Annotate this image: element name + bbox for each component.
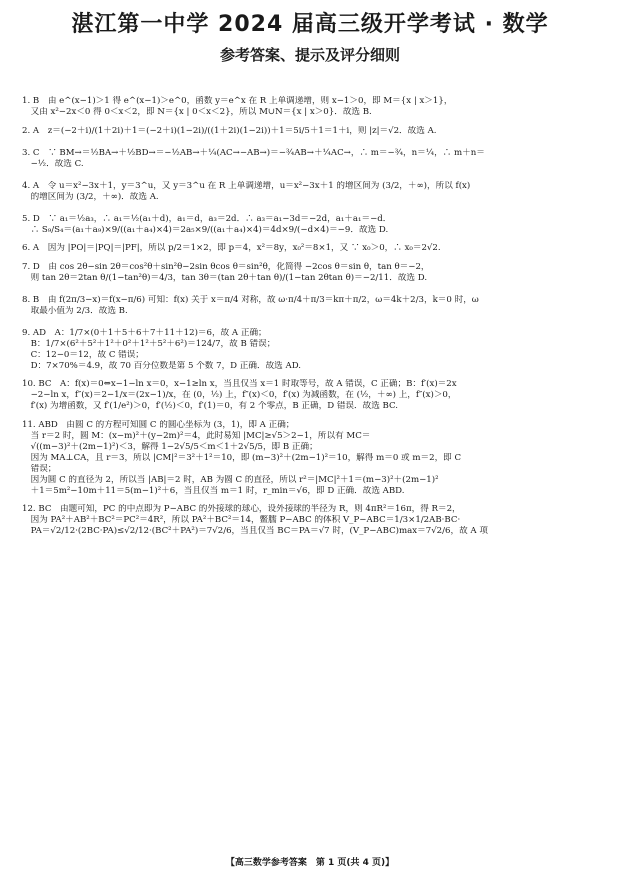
answer-item xyxy=(22,126,606,137)
answer-line: 取最小值为 2/3．故选 B. xyxy=(22,305,128,316)
answer-line: PA＝√2/12·(2BC·PA)≤√2/12·(BC²＋PA²)＝7√2/6，当且仅当 BC＝PA＝√7 时，(V_P−ABC)max＝7√2/6，故 A 项 xyxy=(22,526,488,536)
spacer xyxy=(22,497,606,505)
answer-line: 又由 x²−2x＜0 得 0＜x＜2，即 N＝{x | 0＜x＜2}，所以 M∪N＝{x | x＞0}．故选 B. xyxy=(22,107,372,117)
answer-line: D：7×70%＝4.9，故 70 百分位数是第 5 个数 7，D 正确．故选 AD. xyxy=(22,360,302,371)
answer-item xyxy=(22,295,606,317)
spacer xyxy=(22,372,606,380)
answer-line: 的增区间为 (3/2，＋∞)．故选 A. xyxy=(22,191,159,202)
answer-line: 3. C ∵ BM→＝½BA→＋½BD→＝−½AB→＋¼(AC→−AB→)＝−¾AB→＋¼AC→，∴ m＝−¾，n＝¼，∴ m＋n＝ xyxy=(22,147,485,158)
answer-item xyxy=(22,379,606,412)
answer-line: ＋1＝5m²−10m＋11＝5(m−1)²＋6，当且仅当 m＝1 时，r_min＝√6，即 D 正确．故选 ABD. xyxy=(22,485,405,496)
spacer xyxy=(22,203,606,214)
answer-line: 12. BC 由题可知，PC 的中点即为 P−ABC 的外接球的球心，设外接球的半径为 R，则 4πR²＝16π，得 R＝2， xyxy=(22,504,461,514)
answer-line: 8. B 由 f(2π/3−x)＝f(x−π/6) 可知：f(x) 关于 x＝π/4 对称，故 ω·π/4＋π/3＝kπ＋π/2，ω＝4k＋2/3，k＝0 时，ω xyxy=(22,294,479,305)
answer-item xyxy=(22,96,606,118)
answer-line: √((m−3)²＋(2m−1)²)＜3，解得 1−2√5/5＜m＜1＋2√5/5，即 B 正确； xyxy=(22,441,318,452)
answer-line: 7. D 由 cos 2θ−sin 2θ＝cos²θ＋sin²θ−2sin θcos θ＝sin²θ，化简得 −2cos θ＝sin θ，tan θ＝−2， xyxy=(22,261,430,272)
answer-item xyxy=(22,148,606,170)
answer-line: 因为圆 C 的直径为 2，所以当 |AB|＝2 时，AB 为圆 C 的直径，所以 r²＝|MC|²＋1＝(m−3)²＋(2m−1)² xyxy=(22,474,439,485)
spacer xyxy=(22,137,606,148)
answer-line: 5. D ∵ a₁＝½a₃，∴ a₁＝½(a₁＋d)，a₁＝d，a₃＝2d．∴ a₃＝a₁−3d＝−2d，a₁＋a₁＝−d． xyxy=(22,213,392,224)
spacer xyxy=(22,254,606,262)
answer-item xyxy=(22,262,606,284)
answer-line: ∴ S₉/S₄＝(a₁＋a₉)×9/((a₁＋a₄)×4)＝2a₅×9/((a₁＋a₄)×4)＝4d×9/(−d×4)＝−9．故选 D. xyxy=(22,224,389,235)
answer-line: 1. B 由 e^(x−1)＞1 得 e^(x−1)＞e^0，函数 y＝e^x 在 R 上单调递增，则 x−1＞0，即 M＝{x | x＞1}， xyxy=(22,96,453,106)
answer-line: 2. A z＝(−2＋i)/(1＋2i)＋1＝(−2＋i)(1−2i)/((1＋2i)(1−2i))＋1＝5i/5＋1＝1＋i，则 |z|＝√2．故选 A. xyxy=(22,125,437,136)
answer-line: 4. A 令 u＝x²−3x＋1，y＝3^u，又 y＝3^u 在 R 上单调递增，u＝x²−3x＋1 的增区间为 (3/2，＋∞)，所以 f(x) xyxy=(22,180,471,191)
answer-item xyxy=(22,214,606,236)
answer-line: 10. BC A：f(x)＝0⇔x−1−ln x＝0，x−1≥ln x，当且仅当 x＝1 时取等号，故 A 错误，C 正确；B：f′(x)＝2x xyxy=(22,379,457,389)
spacer xyxy=(22,317,606,328)
answer-line: −2−ln x，f″(x)＝2−1/x＝(2x−1)/x，在 (0，½) 上，f″(x)＜0，f′(x) 为减函数，在 (½，＋∞) 上，f″(x)＞0， xyxy=(22,390,457,400)
answer-item xyxy=(22,181,606,203)
answer-line: 当 r＝2 时，圆 M：(x−m)²＋(y−2m)²＝4，此时易知 |MC|≥√5＞2−1，所以有 MC＝ xyxy=(22,430,371,441)
answer-item xyxy=(22,243,606,254)
spacer xyxy=(22,170,606,181)
spacer xyxy=(22,236,606,244)
answer-line: C：12−0＝12，故 C 错误； xyxy=(22,349,144,360)
spacer xyxy=(22,284,606,295)
answer-line: 因为 MA⊥CA，且 r＝3，所以 |CM|²＝3²＋1²＝10，即 (m−3)²＋(2m−1)²＝10，解得 m＝0 或 m＝2，即 C xyxy=(22,452,462,463)
answer-line: 6. A 因为 |PO|＝|PQ|＝|PF|，所以 p/2＝1×2，即 p＝4，x²＝8y，x₀²＝8×1，又 ∵ x₀＞0，∴ x₀＝2√2. xyxy=(22,243,441,253)
page-title: 湛江第一中学 2024 届高三级开学考试 · 数学 xyxy=(71,12,549,37)
answer-line: 9. AD A：1/7×(0＋1＋5＋6＋7＋11＋12)＝6，故 A 正确； xyxy=(22,327,267,338)
answer-line: −½．故选 C. xyxy=(22,158,84,169)
answer-line: 因为 PA²＋AB²＋BC²＝PC²＝4R²，所以 PA²＋BC²＝14，鳖臑 P−ABC 的体积 V_P−ABC＝1/3×1/2AB·BC· xyxy=(22,515,461,525)
answer-item xyxy=(22,420,606,497)
answer-item xyxy=(22,504,606,537)
page-subtitle: 参考答案、提示及评分细则 xyxy=(219,46,400,64)
answer-line: 错误； xyxy=(22,463,57,474)
answer-list xyxy=(22,96,606,537)
spacer xyxy=(22,412,606,420)
answer-line: B：1/7×(6²＋5²＋1²＋0²＋1²＋5²＋6²)＝124/7，故 B 错误； xyxy=(22,338,276,349)
answer-line: 11. ABD 由圆 C 的方程可知圆 C 的圆心坐标为 (3，1)，即 A 正确； xyxy=(22,419,295,430)
answer-line: f′(x) 为增函数，又 f′(1/e²)＞0，f′(½)＜0，f′(1)＝0，有 2 个零点，B 正确，D 错误．故选 BC. xyxy=(22,401,398,411)
page-footer: 【高三数学参考答案 第 1 页(共 4 页)】 xyxy=(225,858,395,868)
answer-item xyxy=(22,328,606,372)
answer-line: 则 tan 2θ＝2tan θ/(1−tan²θ)＝4/3，tan 3θ＝(tan 2θ＋tan θ)/(1−tan 2θtan θ)＝−2/11．故选 D. xyxy=(22,272,428,283)
spacer xyxy=(22,118,606,126)
